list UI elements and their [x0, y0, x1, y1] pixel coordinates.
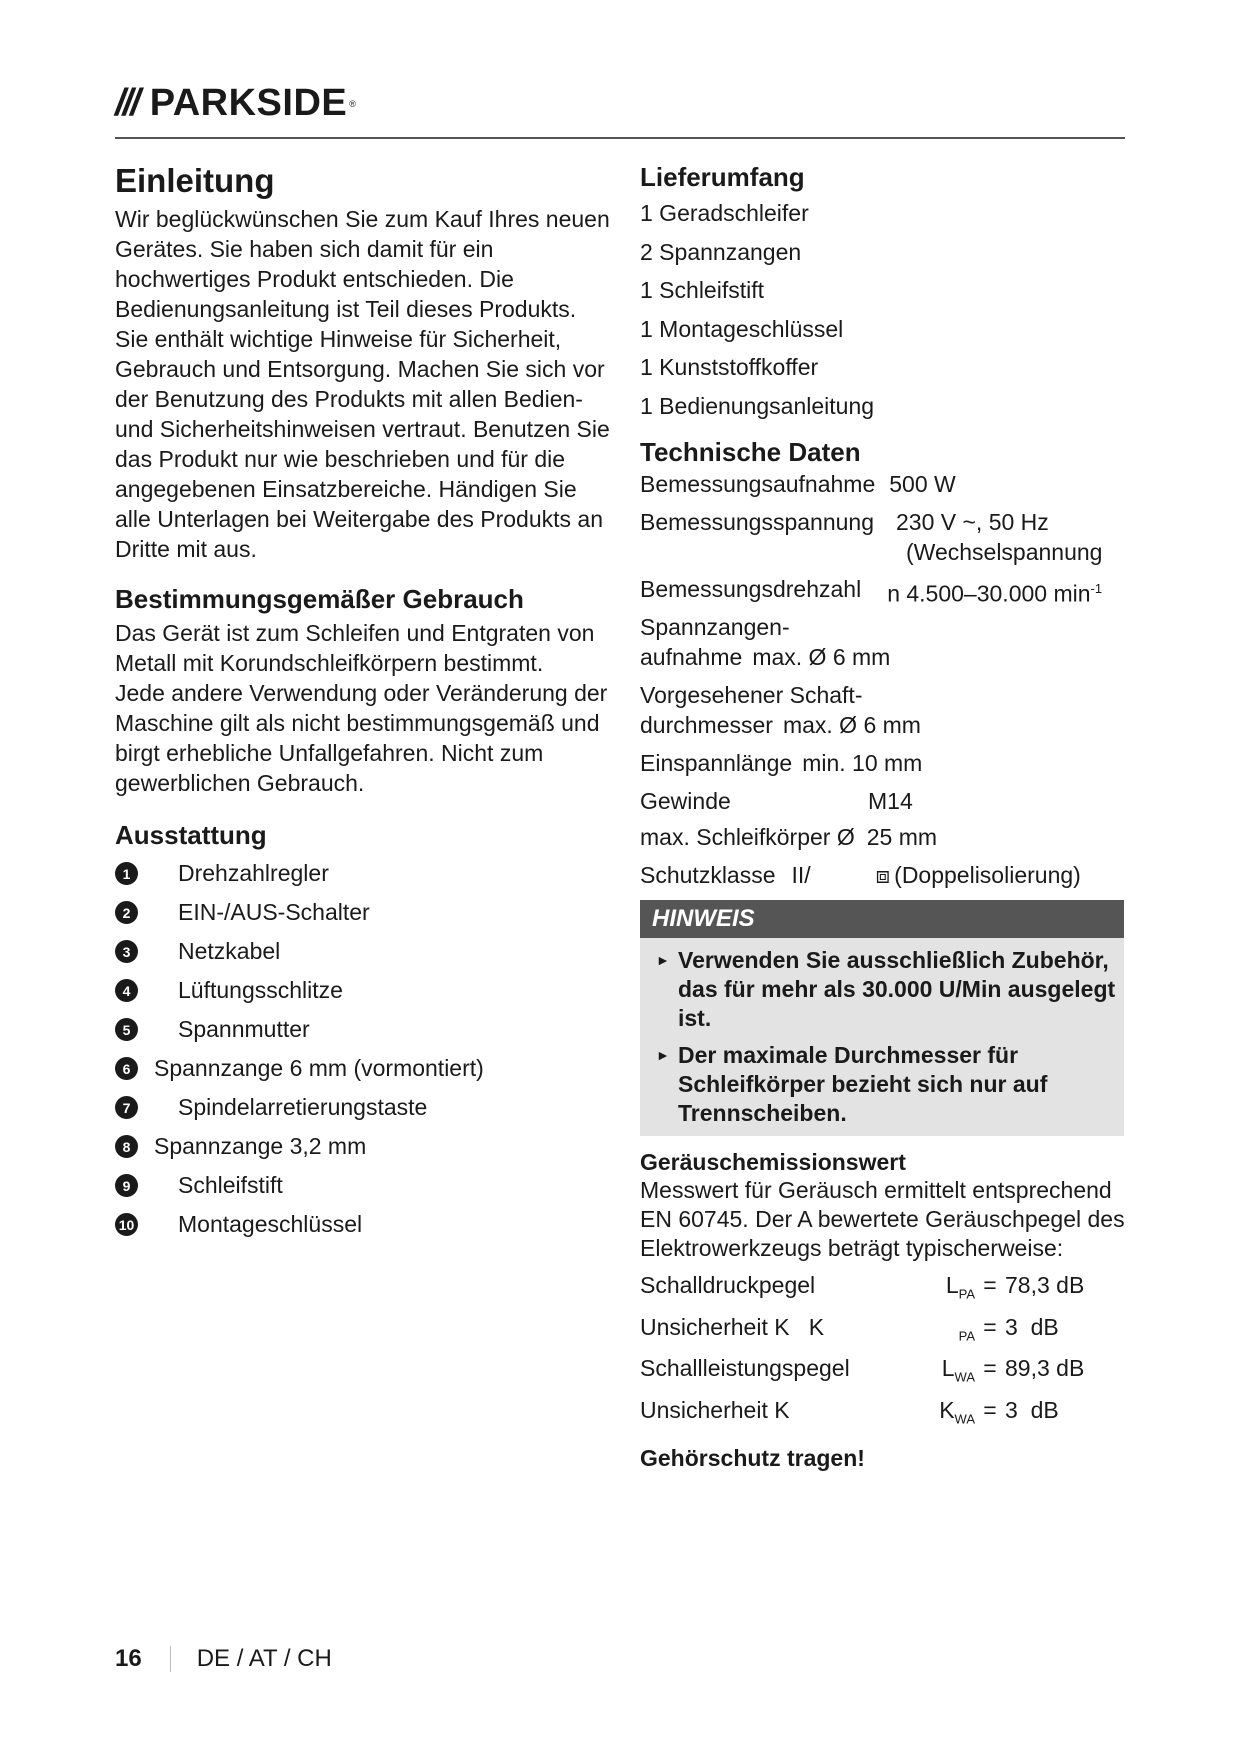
notice-text: Der maximale Durchmesser für Schleifkörper bezieht sich nur auf Trennscheiben.: [678, 1042, 1048, 1126]
number-badge-icon: 5: [115, 1018, 138, 1041]
noise-symbol-letter: L: [941, 1355, 955, 1382]
feature-label: Lüftungsschlitze: [178, 977, 343, 1003]
spec-value: 230 V ~, 50 Hz: [896, 509, 1049, 535]
spec-row: [640, 710, 1130, 748]
spec-row: [640, 574, 1130, 612]
intro-text: Wir beglückwünschen Sie zum Kauf Ihres neuen Gerätes. Sie haben sich damit für ein hochwertiges Produkt entschieden. Die Bedienungsanleitung ist Teil dieses Produkts. Sie enthält wichtige Hinweise für Sicherheit, Gebrauch und Entsorgung. Machen Sie sich vor der Benutzung des Produkts mit allen Bedien- und Sicherheitshinweisen vertraut. Benutzen Sie das Produkt nur wie beschrieben und für die angegebenen Einsatzbereiche. Händigen Sie alle Unterlagen bei Weitergabe des Produkts an Dritte mit aus.: [115, 206, 610, 562]
tech-specs: [640, 469, 1130, 890]
noise-symbol-sub: PA: [958, 1286, 975, 1302]
spec-label: Bemessungsaufnahme: [640, 471, 876, 497]
scope-list: [640, 194, 1130, 425]
noise-symbol-sub: WA: [954, 1369, 975, 1385]
brand-logo: [115, 82, 356, 125]
number-badge-icon: 10: [115, 1213, 138, 1236]
logo-name: PARKSIDE: [149, 82, 348, 124]
noise-value: 3 dB: [1005, 1396, 1059, 1423]
spec-row: [640, 748, 1130, 786]
spec-label: Schutzklasse: [640, 862, 776, 888]
spec-label: Spannzangen-: [640, 614, 790, 640]
spec-value: II/: [791, 862, 811, 888]
spec-value: [887, 574, 1102, 612]
noise-symbol: [930, 1269, 975, 1311]
feature-label: Spindelarretierungstaste: [178, 1094, 428, 1120]
spec-row: [640, 786, 1130, 822]
right-column: [640, 160, 1130, 1472]
list-item: [115, 1205, 615, 1244]
feature-label: Drehzahlregler: [178, 860, 329, 886]
number-badge-icon: 8: [115, 1135, 138, 1158]
noise-label: Schalldruckpegel: [640, 1272, 816, 1298]
spec-note: (Wechselspannung: [906, 539, 1103, 565]
number-badge-icon: 9: [115, 1174, 138, 1197]
noise-text: Messwert für Geräusch ermittelt entsprechend EN 60745. Der A bewertete Geräuschpegel des Elektrowerkzeugs beträgt typischerweise:: [640, 1177, 1125, 1261]
feature-label: Netzkabel: [178, 938, 281, 964]
feature-label: EIN-/AUS-Schalter: [178, 899, 370, 925]
triangle-bullet-icon: ►: [656, 952, 670, 968]
spec-label: Gewinde: [640, 788, 731, 814]
notice-box: [640, 900, 1124, 1136]
noise-value: 78,3 dB: [1005, 1272, 1085, 1298]
equals-sign: =: [983, 1396, 997, 1423]
table-row: [640, 1394, 1130, 1436]
spec-row: [640, 507, 1130, 537]
logo-registered: ®: [349, 98, 356, 109]
feature-label: Spannmutter: [178, 1016, 310, 1042]
spec-row: [640, 860, 1130, 890]
equals-sign: =: [983, 1313, 997, 1340]
triangle-bullet-icon: ►: [656, 1047, 670, 1063]
noise-symbol-letter: K: [939, 1396, 955, 1423]
spec-row: [640, 469, 1130, 507]
notice-item: [640, 938, 1124, 1033]
spec-label: Vorgesehener Schaft-: [640, 682, 863, 708]
table-row: [640, 1311, 1130, 1353]
spec-value: 500 W: [889, 471, 956, 497]
left-column: [115, 160, 615, 1244]
feature-label: Spannzange 6 mm (vormontiert): [154, 1055, 484, 1081]
noise-label: Unsicherheit K K: [640, 1313, 825, 1340]
spec-value: max. Ø 6 mm: [782, 712, 921, 738]
notice-text: Verwenden Sie ausschließlich Zubehör, das für mehr als 30.000 U/Min ausgelegt ist.: [678, 947, 1116, 1031]
spec-label: max. Schleifkörper Ø: [640, 824, 855, 850]
number-badge-icon: 6: [115, 1057, 138, 1080]
equals-sign: =: [983, 1355, 997, 1382]
noise-table: [640, 1269, 1130, 1435]
features-heading: Ausstattung: [115, 820, 267, 850]
spec-row: [640, 822, 1130, 860]
noise-symbol-sub: WA: [954, 1411, 975, 1427]
spec-value: max. Ø 6 mm: [752, 644, 891, 670]
number-badge-icon: 2: [115, 901, 138, 924]
noise-label: Schallleistungspegel: [640, 1355, 850, 1382]
spec-row: [640, 642, 1130, 680]
list-item: [115, 1166, 615, 1205]
list-item: 1 Schleifstift: [640, 277, 764, 303]
spec-label: Bemessungsdrehzahl: [640, 576, 862, 602]
table-row: [640, 1352, 1130, 1394]
noise-value: 3 dB: [1005, 1313, 1059, 1340]
spec-value: M14: [868, 788, 913, 814]
notice-title: HINWEIS: [640, 900, 1124, 938]
noise-symbol-letter: L: [945, 1272, 959, 1298]
feature-label: Spannzange 3,2 mm: [154, 1133, 367, 1159]
spec-label: aufnahme: [640, 644, 743, 670]
spec-label: Einspannlänge: [640, 750, 793, 776]
intended-use-text-1: Das Gerät ist zum Schleifen und Entgraten von Metall mit Korundschleifkörpern bestimmt.: [115, 620, 595, 676]
spec-label: durchmesser: [640, 712, 773, 738]
number-badge-icon: 3: [115, 940, 138, 963]
spec-value: min. 10 mm: [802, 750, 923, 776]
spec-value: 25 mm: [866, 824, 938, 850]
noise-symbol: [930, 1311, 975, 1353]
number-badge-icon: 1: [115, 862, 138, 885]
list-item: [115, 893, 615, 932]
noise-label: Unsicherheit K: [640, 1396, 790, 1423]
list-item: 1 Geradschleifer: [640, 200, 809, 226]
list-item: 2 Spannzangen: [640, 238, 802, 265]
noise-heading: Geräuschemissionswert: [640, 1149, 906, 1175]
header-divider: [115, 137, 1125, 139]
notice-item: [640, 1033, 1124, 1136]
noise-symbol-sub: PA: [958, 1328, 975, 1344]
noise-value: 89,3 dB: [1005, 1355, 1085, 1382]
noise-symbol: [930, 1352, 975, 1394]
list-item: [115, 1127, 615, 1166]
list-item: [115, 971, 615, 1010]
list-item: [115, 1088, 615, 1127]
list-item: [115, 932, 615, 971]
language-codes: DE / AT / CH: [196, 1645, 332, 1672]
list-item: [115, 854, 615, 893]
list-item: 1 Bedienungsanleitung: [640, 392, 875, 419]
equals-sign: =: [983, 1272, 997, 1298]
speed-exponent: -1: [1090, 581, 1103, 596]
double-insulation-icon: ⧈: [875, 862, 891, 888]
number-badge-icon: 4: [115, 979, 138, 1002]
scope-heading: Lieferumfang: [640, 162, 805, 192]
page-footer: [115, 1645, 332, 1673]
intended-use-heading: Bestimmungsgemäßer Gebrauch: [115, 584, 524, 614]
noise-symbol: [930, 1394, 975, 1436]
tech-heading: Technische Daten: [640, 437, 861, 467]
hearing-protection-warning: Gehörschutz tragen!: [640, 1445, 865, 1472]
table-row: [640, 1269, 1130, 1311]
speed-value: n 4.500–30.000 min: [887, 580, 1091, 607]
feature-label: Montageschlüssel: [178, 1211, 363, 1237]
footer-divider: [170, 1646, 171, 1672]
page-number: 16: [115, 1645, 142, 1672]
list-item: 1 Montageschlüssel: [640, 315, 844, 342]
feature-label: Schleifstift: [178, 1172, 283, 1198]
number-badge-icon: 7: [115, 1096, 138, 1119]
list-item: 1 Kunststoffkoffer: [640, 354, 819, 380]
intended-use-text-2: Jede andere Verwendung oder Veränderung der Maschine gilt als nicht bestimmungsgemäß und birgt erhebliche Unfallgefahren. Nicht zum gewerblichen Gebrauch.: [115, 680, 608, 796]
list-item: [115, 1049, 615, 1088]
spec-note: (Doppelisolierung): [894, 862, 1081, 888]
spec-label: Bemessungsspannung: [640, 509, 874, 535]
features-list: [115, 854, 615, 1244]
logo-slashes: ///: [115, 82, 138, 124]
intro-heading: Einleitung: [115, 162, 275, 199]
list-item: [115, 1010, 615, 1049]
